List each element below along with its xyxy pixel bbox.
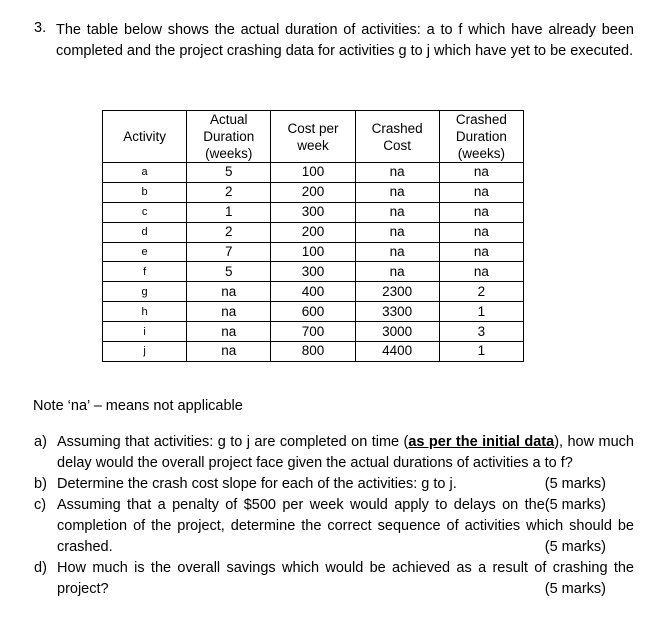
part-b (34, 474, 634, 513)
part-text: How much is the overall savings which would be achieved as a result of crashing the project? (5 marks) (57, 558, 634, 600)
crashed-duration-cell: na (439, 182, 523, 202)
activity-cell: h (103, 302, 187, 322)
activity-cell: d (103, 222, 187, 242)
crashed-cost-cell: na (355, 262, 439, 282)
table-row (103, 222, 524, 242)
duration-cell: 5 (187, 163, 271, 183)
duration-cell: 7 (187, 242, 271, 262)
table-row (103, 282, 524, 302)
activity-cell: c (103, 202, 187, 222)
crashed-cost-cell: 3300 (355, 302, 439, 322)
activity-cell: f (103, 262, 187, 282)
table-row (103, 163, 524, 183)
cost-per-week-cell: 800 (271, 342, 355, 362)
duration-cell: na (187, 282, 271, 302)
crashed-cost-cell: 2300 (355, 282, 439, 302)
question-intro: The table below shows the actual duration of activities: a to f which have already been completed and the project crashing data for activities g to j which have yet to be executed. (56, 22, 634, 59)
activity-cell: b (103, 182, 187, 202)
header-cost-per-week: Cost per week (271, 111, 355, 163)
duration-cell: 2 (187, 182, 271, 202)
cost-per-week-cell: 300 (271, 262, 355, 282)
activity-cell: a (103, 163, 187, 183)
header-crashed-cost: Crashed Cost (355, 111, 439, 163)
marks: (5 marks) (544, 581, 606, 597)
question-number: 3. (34, 20, 47, 36)
table-body (103, 163, 524, 362)
duration-cell: 5 (187, 262, 271, 282)
crashed-cost-cell: na (355, 222, 439, 242)
cost-per-week-cell: 400 (271, 282, 355, 302)
part-label: d) (34, 560, 47, 576)
crashed-duration-cell: 2 (439, 282, 523, 302)
crashed-duration-cell: 1 (439, 342, 523, 362)
crashed-duration-cell: 3 (439, 322, 523, 342)
note: Note ‘na’ – means not applicable (33, 398, 243, 414)
part-label: b) (34, 476, 47, 492)
part-a (34, 432, 634, 492)
part-c (34, 495, 634, 558)
crashed-duration-cell: na (439, 242, 523, 262)
cost-per-week-cell: 300 (271, 202, 355, 222)
crashed-cost-cell: na (355, 242, 439, 262)
cost-per-week-cell: 600 (271, 302, 355, 322)
crashed-cost-cell: na (355, 182, 439, 202)
cost-per-week-cell: 100 (271, 242, 355, 262)
part-label: c) (34, 497, 47, 513)
header-crashed-duration: Crashed Duration (weeks) (439, 111, 523, 163)
duration-cell: 1 (187, 202, 271, 222)
cost-per-week-cell: 700 (271, 322, 355, 342)
table-row (103, 262, 524, 282)
cost-per-week-cell: 100 (271, 163, 355, 183)
crashed-cost-cell: na (355, 163, 439, 183)
crashed-duration-cell: 1 (439, 302, 523, 322)
activity-cell: e (103, 242, 187, 262)
part-text: Assuming that a penalty of $500 per week would apply to delays on the completion of the project, determine the correct sequence of activities which should be crashed. (5 marks) (57, 495, 634, 558)
marks: (5 marks) (544, 539, 606, 555)
crashed-cost-cell: 3000 (355, 322, 439, 342)
marks: (5 marks) (544, 476, 606, 492)
header-actual-duration: Actual Duration (weeks) (187, 111, 271, 163)
header-activity: Activity (103, 111, 187, 163)
crashed-duration-cell: na (439, 222, 523, 242)
table-row (103, 202, 524, 222)
question-parts (34, 432, 634, 600)
table-row (103, 342, 524, 362)
activity-cell: j (103, 342, 187, 362)
crashed-cost-cell: 4400 (355, 342, 439, 362)
activity-table (102, 110, 524, 362)
crashed-duration-cell: na (439, 163, 523, 183)
cost-per-week-cell: 200 (271, 182, 355, 202)
emphasis-text: as per the initial data (408, 434, 555, 450)
table-header-row (103, 111, 524, 163)
part-text: Determine the crash cost slope for each of the activities: g to j. (5 marks) (57, 474, 634, 495)
table-row (103, 182, 524, 202)
activity-cell: g (103, 282, 187, 302)
table-row (103, 322, 524, 342)
table-row (103, 242, 524, 262)
duration-cell: na (187, 342, 271, 362)
part-label: a) (34, 434, 47, 450)
part-text: Assuming that activities: g to j are completed on time (as per the initial data), how much delay would the overall project face given the actual durations of activities a to f? (5 marks) (57, 432, 634, 474)
cost-per-week-cell: 200 (271, 222, 355, 242)
crashed-duration-cell: na (439, 262, 523, 282)
duration-cell: 2 (187, 222, 271, 242)
crashed-duration-cell: na (439, 202, 523, 222)
part-d (34, 558, 634, 600)
duration-cell: na (187, 322, 271, 342)
table-row (103, 302, 524, 322)
crashed-cost-cell: na (355, 202, 439, 222)
duration-cell: na (187, 302, 271, 322)
marks: (5 marks) (544, 497, 606, 513)
activity-cell: i (103, 322, 187, 342)
